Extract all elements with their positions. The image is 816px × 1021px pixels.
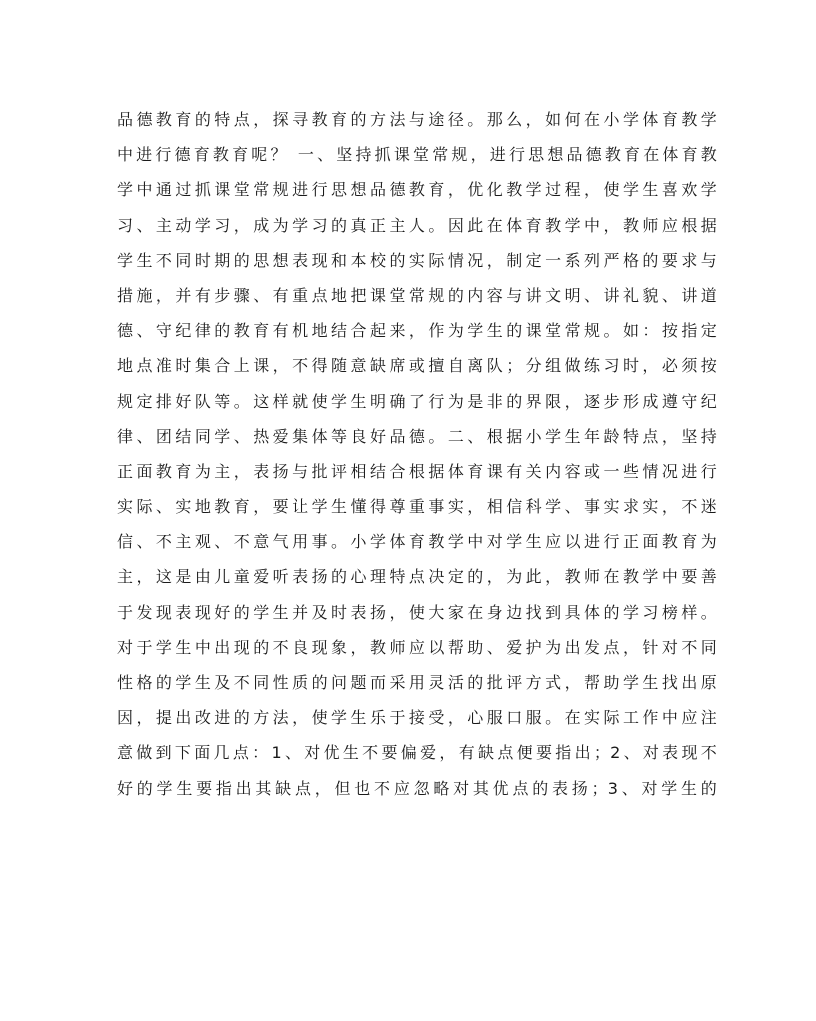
text-line: 主，这是由儿童爱听表扬的心理特点决定的，为此，教师在教学中要善 <box>117 567 717 587</box>
text-line: 习、主动学习，成为学习的真正主人。因此在体育教学中，教师应根据 <box>117 215 717 235</box>
text-line: 中进行德育教育呢？ 一、坚持抓课堂常规，进行思想品德教育在体育教 <box>117 145 717 165</box>
text-line: 于发现表现好的学生并及时表扬，使大家在身边找到具体的学习榜样。 <box>117 602 717 622</box>
text-line: 因，提出改进的方法，使学生乐于接受，心服口服。在实际工作中应注 <box>117 708 717 728</box>
text-line: 措施，并有步骤、有重点地把课堂常规的内容与讲文明、讲礼貌、讲道 <box>117 285 717 305</box>
text-line: 信、不主观、不意气用事。小学体育教学中对学生应以进行正面教育为 <box>117 532 717 552</box>
text-line: 地点准时集合上课，不得随意缺席或擅自离队；分组做练习时，必须按 <box>117 356 717 376</box>
text-line: 律、团结同学、热爱集体等良好品德。二、根据小学生年龄特点，坚持 <box>117 426 717 446</box>
text-line: 实际、实地教育，要让学生懂得尊重事实，相信科学、事实求实，不迷 <box>117 497 717 517</box>
text-line: 规定排好队等。这样就使学生明确了行为是非的界限，逐步形成遵守纪 <box>117 391 717 411</box>
text-line: 对于学生中出现的不良现象，教师应以帮助、爱护为出发点，针对不同 <box>117 637 717 657</box>
text-line: 正面教育为主，表扬与批评相结合根据体育课有关内容或一些情况进行 <box>117 461 717 481</box>
text-line: 学生不同时期的思想表现和本校的实际情况，制定一系列严格的要求与 <box>117 250 717 270</box>
text-line: 意做到下面几点：1、对优生不要偏爱，有缺点便要指出；2、对表现不 <box>117 743 717 763</box>
text-line: 好的学生要指出其缺点，但也不应忽略对其优点的表扬；3、对学生的 <box>117 778 717 798</box>
body-text <box>117 102 717 806</box>
text-line: 学中通过抓课堂常规进行思想品德教育，优化教学过程，使学生喜欢学 <box>117 180 717 200</box>
text-line: 性格的学生及不同性质的问题而采用灵活的批评方式，帮助学生找出原 <box>117 673 717 692</box>
text-line: 品德教育的特点，探寻教育的方法与途径。那么，如何在小学体育教学 <box>117 110 717 129</box>
text-line: 德、守纪律的教育有机地结合起来，作为学生的课堂常规。如：按指定 <box>117 321 717 341</box>
